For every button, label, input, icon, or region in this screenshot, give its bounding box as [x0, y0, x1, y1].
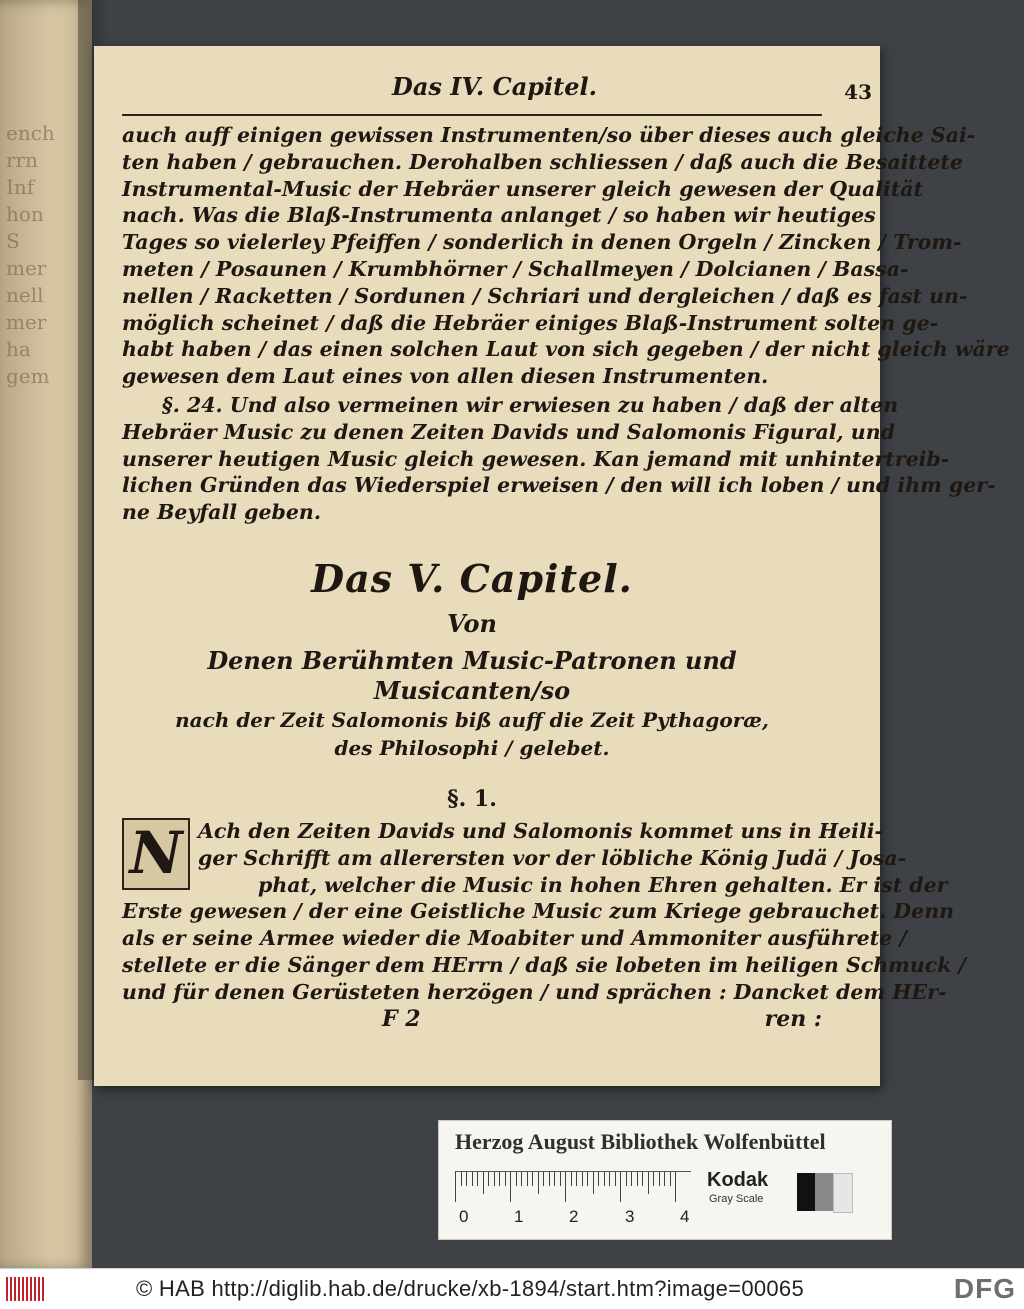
ruler-tick: [675, 1172, 676, 1202]
text-line: lichen Gründen das Wiederspiel erweisen / den will ich loben / und ihm ger-: [122, 473, 996, 498]
gray-swatch: [815, 1173, 833, 1211]
ruler-tick: [609, 1172, 610, 1186]
copyright-link[interactable]: © HAB http://diglib.hab.de/drucke/xb-1894/start.htm?image=00065: [136, 1276, 804, 1301]
text-line: gewesen dem Laut eines von allen diesen Instrumenten.: [122, 364, 769, 389]
text-line: habt haben / das einen solchen Laut von sich gegeben / der nicht gleich wäre: [122, 337, 1010, 362]
ruler-tick: [620, 1172, 621, 1202]
bleed-through-text: ench rrn Inf hon S mer nell mer ha gem: [6, 121, 55, 388]
ruler-tick: [516, 1172, 517, 1186]
ruler-tick: [642, 1172, 643, 1186]
text-line: als er seine Armee wieder die Moabiter und Ammoniter ausführete /: [122, 926, 907, 951]
ruler-tick: [549, 1172, 550, 1186]
footer-bar: [0, 1268, 1024, 1309]
ruler-tick: [598, 1172, 599, 1186]
chapter-subtitle: nach der Zeit Salomonis biß auff die Zeit Pythagoræ,: [175, 707, 769, 732]
ruler-tick: [532, 1172, 533, 1186]
color-calibration-card: [438, 1120, 892, 1240]
text-line: ger Schrifft am allerersten vor der löbliche König Judä / Josa-: [198, 845, 907, 870]
text-line: Tages so vielerley Pfeiffen / sonderlich in denen Orgeln / Zincken / Trom-: [122, 230, 962, 255]
decorated-initial: N: [122, 818, 190, 890]
paragraph-continued: [122, 122, 1010, 390]
ruler-tick: [499, 1172, 500, 1186]
section-mark: §. 1.: [447, 785, 497, 812]
ruler-tick: [527, 1172, 528, 1186]
text-line: unserer heutigen Music gleich gewesen. Kan jemand mit unhintertreib-: [122, 446, 950, 471]
ruler-tick: [505, 1172, 506, 1186]
ruler-tick: [538, 1172, 539, 1194]
ruler-tick: [510, 1172, 511, 1202]
ruler-tick: [560, 1172, 561, 1186]
text-line: Ach den Zeiten Davids und Salomonis kommet uns in Heili-: [198, 818, 884, 843]
catchword: ren :: [764, 1005, 822, 1032]
text-line: nellen / Racketten / Sordunen / Schriari und dergleichen / daß es fast un-: [122, 283, 968, 308]
chapter-title: Das V. Capitel.: [311, 555, 633, 601]
ruler-tick: [477, 1172, 478, 1186]
text-line: ne Beyfall geben.: [122, 500, 321, 525]
ruler-tick: [631, 1172, 632, 1186]
ruler-tick: [626, 1172, 627, 1186]
chapter-von: Von: [447, 608, 497, 638]
card-title: Herzog August Bibliothek Wolfenbüttel: [455, 1129, 826, 1154]
black-swatch: [797, 1173, 815, 1211]
signature-mark: F 2: [382, 1005, 421, 1032]
scale-numbers: [447, 1207, 707, 1231]
ruler-tick: [582, 1172, 583, 1186]
text-line: möglich scheinet / daß die Hebräer einiges Blaß-Instrument solten ge-: [122, 310, 939, 335]
ruler-tick: [615, 1172, 616, 1186]
dfg-logo: DFG: [953, 1273, 1016, 1304]
text-line: auch auff einigen gewissen Instrumenten/so über dieses auch gleiche Sai-: [122, 123, 976, 147]
ruler-tick: [653, 1172, 654, 1186]
ruler-tick: [604, 1172, 605, 1186]
paragraph-section-1: [122, 818, 967, 1006]
ruler-tick: [648, 1172, 649, 1194]
page-foot: [122, 1006, 822, 1036]
running-title: Das IV. Capitel.: [392, 72, 597, 101]
ruler-tick: [543, 1172, 544, 1186]
gray-scale-label: Gray Scale: [709, 1193, 764, 1205]
paragraph-section-24: [122, 392, 996, 526]
text-line: phat, welcher die Music in hohen Ehren gehalten. Er ist der: [258, 872, 948, 897]
ruler-tick: [455, 1172, 456, 1202]
scale-number: 3: [625, 1207, 635, 1226]
page-content: [122, 72, 1010, 1036]
ruler-tick: [494, 1172, 495, 1186]
full-lines: [122, 898, 967, 1005]
text-line: und für denen Gerüsteten herzögen / und sprächen : Dancket dem HEr-: [122, 979, 947, 1004]
ruler-tick: [565, 1172, 566, 1202]
head-rule: [122, 114, 822, 116]
book-page: [94, 46, 1010, 1086]
ruler-tick: [659, 1172, 660, 1186]
ruler-tick: [461, 1172, 462, 1186]
ruler-tick: [554, 1172, 555, 1186]
page-number: 43: [844, 80, 872, 104]
chapter-subtitle: Denen Berühmten Music-Patronen und Musicanten/so: [207, 645, 737, 705]
ruler-tick: [670, 1172, 671, 1186]
scale-number: 2: [569, 1207, 579, 1226]
ruler-tick: [472, 1172, 473, 1186]
text-line: §. 24. Und also vermeinen wir erwiesen zu haben / daß der alten: [162, 392, 899, 417]
white-swatch: [833, 1173, 853, 1213]
ruler-tick: [593, 1172, 594, 1194]
text-line: ten haben / gebrauchen. Derohalben schliessen / daß auch die Besaittete: [122, 149, 963, 174]
ruler-tick: [488, 1172, 489, 1186]
text-line: Instrumental-Music der Hebräer unserer gleich gewesen der Qualität: [122, 176, 924, 201]
scale-number: 0: [459, 1207, 469, 1226]
barcode-icon: [6, 1277, 46, 1301]
ruler-tick: [587, 1172, 588, 1186]
ruler-tick: [483, 1172, 484, 1194]
ruler-tick: [521, 1172, 522, 1186]
ruler-tick: [637, 1172, 638, 1186]
chapter-subtitle: des Philosophi / gelebet.: [334, 735, 610, 760]
ruler-tick: [571, 1172, 572, 1186]
text-line: Erste gewesen / der eine Geistliche Music zum Kriege gebrauchet. Denn: [122, 899, 955, 924]
ruler-tick: [664, 1172, 665, 1186]
text-line: stellete er die Sänger dem HErrn / daß sie lobeten im heiligen Schmuck /: [122, 952, 967, 977]
text-line: meten / Posaunen / Krumbhörner / Schallmeyen / Dolcianen / Bassa-: [122, 256, 909, 281]
scale-number: 4: [680, 1207, 690, 1226]
text-line: nach. Was die Blaß-Instrumenta anlanget / so haben wir heutiges: [122, 203, 876, 228]
kodak-logo: Kodak: [707, 1169, 769, 1191]
scale-number: 1: [514, 1207, 524, 1226]
indented-lines: [198, 818, 948, 898]
text-line: Hebräer Music zu denen Zeiten Davids und Salomonis Figural, und: [122, 419, 895, 444]
running-head: [122, 72, 872, 112]
ruler-tick: [466, 1172, 467, 1186]
scale-ruler: [455, 1171, 691, 1208]
ruler-tick: [576, 1172, 577, 1186]
